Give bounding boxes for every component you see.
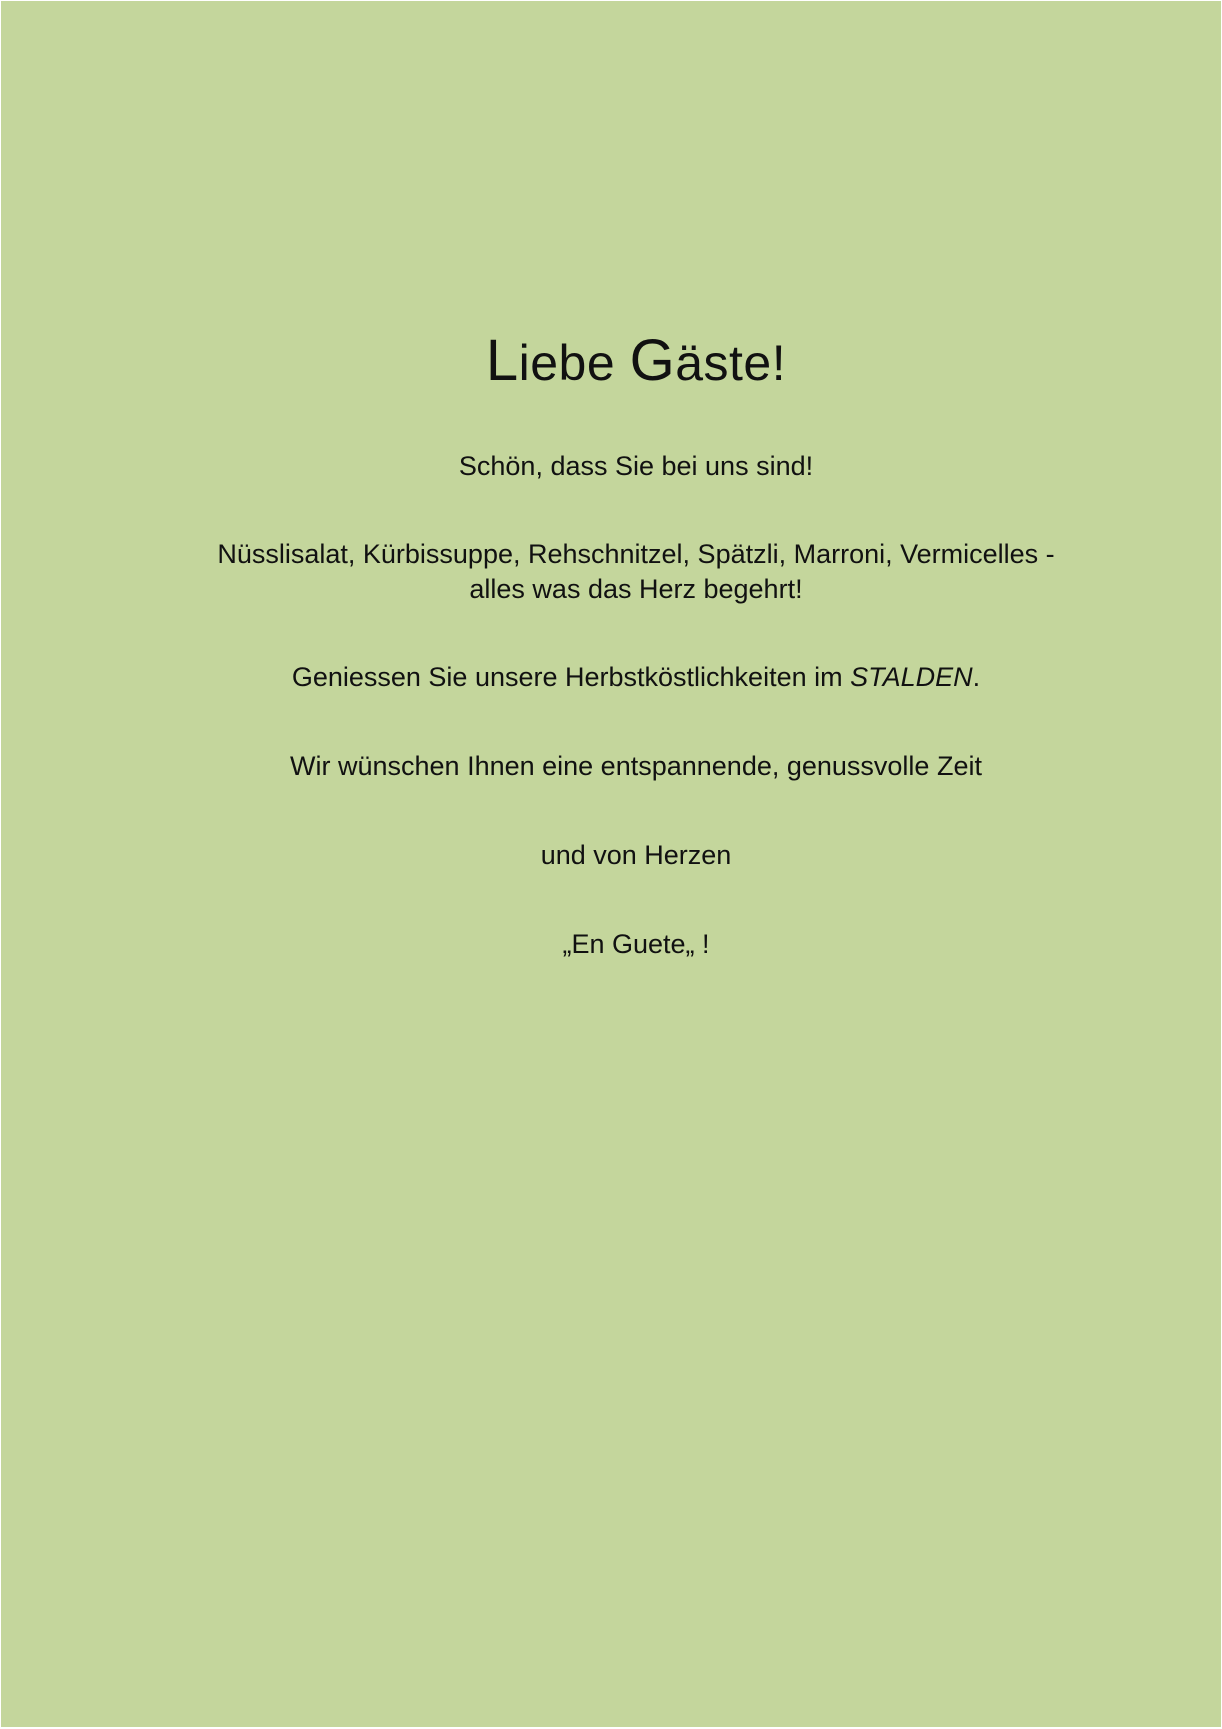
enjoy-prefix: Geniessen Sie unsere Herbstköstlichkeiten im — [291, 662, 851, 692]
enjoy-suffix: . — [972, 662, 981, 692]
heart-line: und von Herzen — [540, 840, 732, 870]
dishes-line-2: alles was das Herz begehrt! — [469, 574, 803, 604]
dishes-paragraph — [1, 537, 1222, 607]
page-title — [1, 328, 1222, 393]
guete-line: „En Guete„ ! — [562, 929, 710, 959]
title-part-aeste: äste! — [675, 335, 787, 391]
title-letter-l: L — [485, 328, 519, 393]
title-letter-g: G — [629, 328, 676, 393]
welcome-text-block — [1, 328, 1222, 962]
menu-page — [1, 1, 1221, 1727]
restaurant-name: STALDEN — [850, 662, 973, 692]
welcome-line: Schön, dass Sie bei uns sind! — [458, 451, 814, 481]
wish-line: Wir wünschen Ihnen eine entspannende, genussvolle Zeit — [290, 751, 982, 781]
title-part-iebe: iebe — [518, 335, 630, 391]
dishes-line-1: Nüsslisalat, Kürbissuppe, Rehschnitzel, Spätzli, Marroni, Vermicelles - — [217, 539, 1055, 569]
enjoy-line — [1, 660, 1222, 695]
